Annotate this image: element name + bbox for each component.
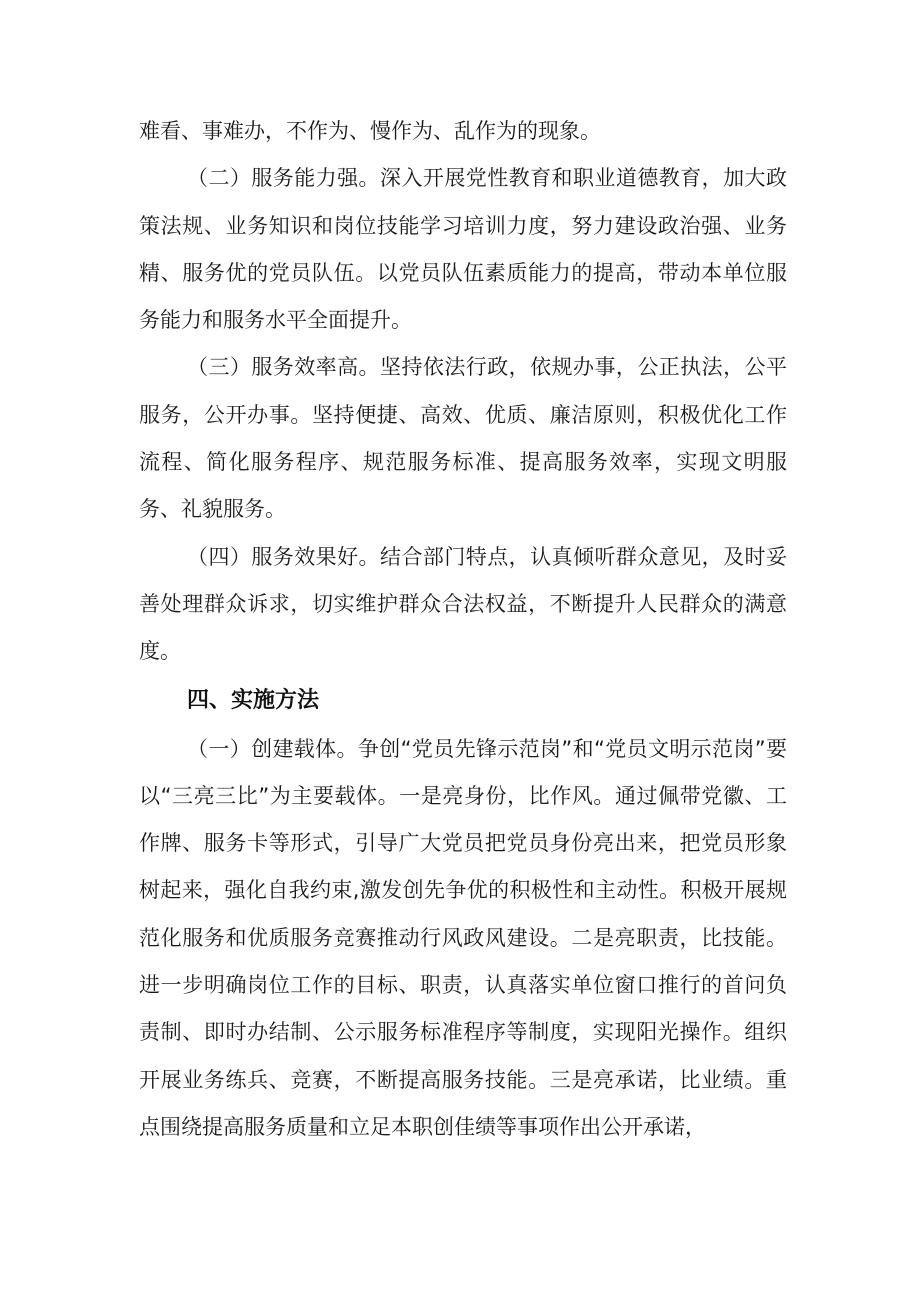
paragraph-create-carrier: （一）创建载体。争创“党员先锋示范岗”和“党员文明示范岗”要以“三亮三比”为主要载体。一是亮身份，比作风。通过佩带党徽、工作牌、服务卡等形式，引导广大党员把党员身份亮出来，把党员形象树起来，强化自我约束,激发创先争优的积极性和主动性。积极开展规范化服务和优质服务竞赛推动行风政风建设。二是亮职责，比技能。进一步明确岗位工作的目标、职责，认真落实单位窗口推行的首问负责制、即时办结制、公示服务标准程序等制度，实现阳光操作。组织开展业务练兵、竞赛，不断提高服务技能。三是亮承诺，比业绩。重点围绕提高服务质量和立足本职创佳绩等事项作出公开承诺， xyxy=(139,736,787,1139)
paragraph-continuation: 难看、事难办，不作为、慢作为、乱作为的现象。 xyxy=(139,119,601,143)
document-body xyxy=(139,108,787,1151)
paragraph-service-efficiency: （三）服务效率高。坚持依法行政，依规办事，公正执法，公平服务，公开办事。坚持便捷、高效、优质、廉洁原则，积极优化工作流程、简化服务程序、规范服务标准、提高服务效率，实现文明服务、礼貌服务。 xyxy=(139,355,787,522)
paragraph-service-effect: （四）服务效果好。结合部门特点，认真倾听群众意见，及时妥善处理群众诉求，切实维护群众合法权益，不断提升人民群众的满意度。 xyxy=(139,544,787,664)
section-heading: 四、实施方法 xyxy=(187,687,320,713)
paragraph-service-ability: （二）服务能力强。深入开展党性教育和职业道德教育，加大政策法规、业务知识和岗位技能学习培训力度，努力建设政治强、业务精、服务优的党员队伍。以党员队伍素质能力的提高，带动本单位服务能力和服务水平全面提升。 xyxy=(139,166,787,333)
